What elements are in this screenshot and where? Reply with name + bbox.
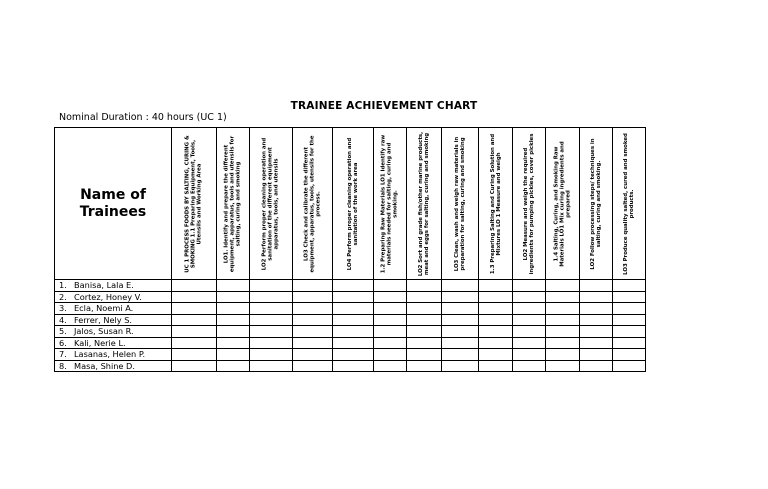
name-header-line2: Trainees bbox=[79, 203, 147, 220]
achievement-cell[interactable] bbox=[580, 337, 613, 349]
trainee-number: 3. bbox=[59, 303, 67, 314]
achievement-cell[interactable] bbox=[250, 291, 293, 303]
achievement-cell[interactable] bbox=[580, 314, 613, 326]
achievement-cell[interactable] bbox=[546, 360, 580, 372]
column-header-text: LO2 Sort and grade fish/other marine products, meat and eggs for salting, curing and smoking bbox=[417, 131, 430, 276]
achievement-cell[interactable] bbox=[250, 314, 293, 326]
achievement-cell[interactable] bbox=[374, 326, 407, 338]
achievement-cell[interactable] bbox=[580, 360, 613, 372]
achievement-cell[interactable] bbox=[546, 349, 580, 361]
achievement-cell[interactable] bbox=[580, 291, 613, 303]
name-of-trainees-header bbox=[55, 128, 172, 280]
achievement-cell[interactable] bbox=[374, 337, 407, 349]
table-row bbox=[55, 314, 646, 326]
trainee-name-cell bbox=[55, 360, 172, 372]
achievement-cell[interactable] bbox=[613, 280, 646, 292]
table-row bbox=[55, 337, 646, 349]
column-header-text: LO1 Identify raw materials needed for salting, curing and smoking. bbox=[380, 134, 400, 265]
achievement-cell[interactable] bbox=[293, 303, 333, 315]
trainee-name-cell bbox=[55, 303, 172, 315]
column-header-1-3-lo2 bbox=[513, 128, 546, 280]
column-header-1-4-lo1 bbox=[546, 128, 580, 280]
achievement-cell[interactable] bbox=[293, 360, 333, 372]
achievement-cell[interactable] bbox=[442, 326, 479, 338]
achievement-cell[interactable] bbox=[546, 326, 580, 338]
achievement-cell[interactable] bbox=[613, 349, 646, 361]
trainee-name-cell bbox=[55, 314, 172, 326]
achievement-cell[interactable] bbox=[333, 291, 374, 303]
achievement-cell[interactable] bbox=[613, 291, 646, 303]
achievement-cell[interactable] bbox=[479, 337, 513, 349]
achievement-cell[interactable] bbox=[172, 337, 217, 349]
achievement-cell[interactable] bbox=[613, 314, 646, 326]
achievement-cell[interactable] bbox=[546, 303, 580, 315]
trainee-number: 6. bbox=[59, 337, 67, 348]
achievement-cell[interactable] bbox=[479, 303, 513, 315]
achievement-cell[interactable] bbox=[172, 349, 217, 361]
achievement-cell[interactable] bbox=[513, 360, 546, 372]
trainee-number: 5. bbox=[59, 326, 67, 337]
achievement-cell[interactable] bbox=[217, 326, 250, 338]
achievement-cell[interactable] bbox=[333, 326, 374, 338]
achievement-cell[interactable] bbox=[293, 349, 333, 361]
trainee-name: Cortez, Honey V. bbox=[74, 291, 142, 302]
achievement-cell[interactable] bbox=[546, 280, 580, 292]
achievement-cell[interactable] bbox=[250, 360, 293, 372]
achievement-cell[interactable] bbox=[407, 349, 442, 361]
column-header-1-1-lo2 bbox=[250, 128, 293, 280]
achievement-cell[interactable] bbox=[513, 337, 546, 349]
achievement-table bbox=[54, 127, 646, 372]
achievement-cell[interactable] bbox=[513, 326, 546, 338]
achievement-cell[interactable] bbox=[172, 314, 217, 326]
column-header-text: LO1 Mix curing ingredients and prepared bbox=[559, 140, 572, 236]
achievement-cell[interactable] bbox=[293, 314, 333, 326]
achievement-cell[interactable] bbox=[172, 326, 217, 338]
achievement-cell[interactable] bbox=[374, 360, 407, 372]
achievement-cell[interactable] bbox=[613, 360, 646, 372]
achievement-cell[interactable] bbox=[293, 337, 333, 349]
achievement-cell[interactable] bbox=[374, 291, 407, 303]
trainee-name-cell bbox=[55, 337, 172, 349]
achievement-cell[interactable] bbox=[513, 291, 546, 303]
column-header-text: LO3 Check and calibrate the different equipment, apparatus, tools, utensils for the process. bbox=[303, 134, 322, 273]
achievement-cell[interactable] bbox=[442, 280, 479, 292]
column-header-bold: UC 1 PROCESS FOODS BY SALTING, CURING & SMOKING 1.1 Preparing Equipment, Tools, Utensils and Working Area bbox=[184, 134, 204, 273]
achievement-cell[interactable] bbox=[217, 303, 250, 315]
achievement-cell[interactable] bbox=[580, 303, 613, 315]
trainee-name: Ecla, Noemi A. bbox=[74, 303, 134, 314]
achievement-cell[interactable] bbox=[293, 326, 333, 338]
chart-title: TRAINEE ACHIEVEMENT CHART bbox=[290, 100, 478, 112]
table-row bbox=[55, 291, 646, 303]
achievement-cell[interactable] bbox=[333, 337, 374, 349]
achievement-cell[interactable] bbox=[546, 337, 580, 349]
trainee-name: Lasanas, Helen P. bbox=[74, 349, 146, 360]
achievement-cell[interactable] bbox=[580, 326, 613, 338]
achievement-cell[interactable] bbox=[217, 280, 250, 292]
achievement-cell[interactable] bbox=[442, 337, 479, 349]
trainee-number: 1. bbox=[59, 280, 67, 291]
column-header-1-3-lo1 bbox=[479, 128, 513, 280]
trainee-name-cell bbox=[55, 291, 172, 303]
achievement-cell[interactable] bbox=[479, 280, 513, 292]
column-header-text: LO1. Identify and prepare the different equipment, apparatus, tools and utensils for salting, curing and smoking bbox=[223, 135, 243, 272]
achievement-cell[interactable] bbox=[374, 349, 407, 361]
achievement-cell[interactable] bbox=[442, 303, 479, 315]
achievement-cell[interactable] bbox=[442, 291, 479, 303]
table-row bbox=[55, 360, 646, 372]
achievement-cell[interactable] bbox=[442, 314, 479, 326]
trainee-name-cell bbox=[55, 349, 172, 361]
column-header-text: LO3 Produce quality salted, cured and smoked products. bbox=[622, 132, 635, 275]
column-header-1-4-lo2 bbox=[580, 128, 613, 280]
column-header-1-1-lo1 bbox=[217, 128, 250, 280]
achievement-cell[interactable] bbox=[217, 349, 250, 361]
achievement-cell[interactable] bbox=[613, 303, 646, 315]
trainee-name-cell bbox=[55, 326, 172, 338]
column-header-1-1-lo4 bbox=[333, 128, 374, 280]
table-row bbox=[55, 326, 646, 338]
achievement-cell[interactable] bbox=[580, 280, 613, 292]
achievement-cell[interactable] bbox=[217, 360, 250, 372]
column-header-bold: 1.3 Preparing Salting and Curing Solution and Mixtures LO 1 Measure and weigh bbox=[489, 133, 502, 274]
table-row bbox=[55, 303, 646, 315]
achievement-cell[interactable] bbox=[442, 349, 479, 361]
column-header-text: LO2 Follow processing steps/ techniques in salting, curing and smoking. bbox=[589, 137, 602, 270]
column-header-1-2-lo3 bbox=[442, 128, 479, 280]
column-header-text: LO2 Perform proper cleaning operation and sanitation of the different equipment apparatus, tools, and utensils bbox=[261, 137, 281, 270]
achievement-cell[interactable] bbox=[513, 280, 546, 292]
column-header-text: LO3 Clean, wash and weigh raw materials in preparation for salting, curing and smoking bbox=[453, 136, 466, 271]
achievement-cell[interactable] bbox=[442, 360, 479, 372]
trainee-number: 2. bbox=[59, 291, 67, 302]
header-row bbox=[55, 128, 646, 280]
trainee-name: Ferrer, Nely S. bbox=[74, 314, 132, 325]
achievement-cell[interactable] bbox=[407, 314, 442, 326]
trainee-name: Jalos, Susan R. bbox=[74, 326, 134, 337]
column-header-1-1-lo3 bbox=[293, 128, 333, 280]
achievement-cell[interactable] bbox=[293, 291, 333, 303]
achievement-cell[interactable] bbox=[613, 326, 646, 338]
achievement-cell[interactable] bbox=[479, 291, 513, 303]
achievement-cell[interactable] bbox=[333, 349, 374, 361]
column-header-text: LO2 Measure and weigh the required ingredients for pumping pickles, cover pickles bbox=[522, 133, 535, 274]
achievement-cell[interactable] bbox=[479, 314, 513, 326]
column-header-1-4-lo3 bbox=[613, 128, 646, 280]
trainee-name: Banisa, Lala E. bbox=[74, 280, 134, 291]
achievement-cell[interactable] bbox=[407, 360, 442, 372]
achievement-cell[interactable] bbox=[293, 280, 333, 292]
achievement-cell[interactable] bbox=[374, 303, 407, 315]
column-header-bold: 1.4 Salting, Curing, and Smoking Raw Materials bbox=[553, 146, 566, 267]
trainee-number: 8. bbox=[59, 360, 67, 371]
achievement-cell[interactable] bbox=[407, 291, 442, 303]
achievement-cell[interactable] bbox=[217, 337, 250, 349]
table-row bbox=[55, 280, 646, 292]
column-header-bold: 1.2 Preparing Raw Materials bbox=[380, 186, 387, 273]
achievement-cell[interactable] bbox=[546, 314, 580, 326]
achievement-cell[interactable] bbox=[479, 349, 513, 361]
column-header-1-2-lo2 bbox=[407, 128, 442, 280]
achievement-cell[interactable] bbox=[172, 291, 217, 303]
column-header-uc1 bbox=[172, 128, 217, 280]
table-row bbox=[55, 349, 646, 361]
achievement-cell[interactable] bbox=[217, 314, 250, 326]
column-header-1-2-lo1 bbox=[374, 128, 407, 280]
achievement-cell[interactable] bbox=[250, 280, 293, 292]
achievement-cell[interactable] bbox=[374, 314, 407, 326]
achievement-cell[interactable] bbox=[580, 349, 613, 361]
name-header-line1: Name of bbox=[80, 186, 146, 203]
achievement-cell[interactable] bbox=[172, 360, 217, 372]
trainee-number: 7. bbox=[59, 349, 67, 360]
achievement-cell[interactable] bbox=[374, 280, 407, 292]
achievement-cell[interactable] bbox=[546, 291, 580, 303]
achievement-cell[interactable] bbox=[172, 280, 217, 292]
achievement-cell[interactable] bbox=[407, 303, 442, 315]
column-header-text: LO4 Perform proper cleaning operation and sanitation of the work area bbox=[346, 137, 359, 270]
achievement-cell[interactable] bbox=[407, 280, 442, 292]
achievement-cell[interactable] bbox=[333, 314, 374, 326]
trainee-name: Kali, Nerie L. bbox=[74, 337, 126, 348]
trainee-number: 4. bbox=[59, 314, 67, 325]
achievement-cell[interactable] bbox=[250, 303, 293, 315]
achievement-cell[interactable] bbox=[250, 349, 293, 361]
trainee-name: Masa, Shine D. bbox=[74, 360, 135, 371]
achievement-cell[interactable] bbox=[613, 337, 646, 349]
achievement-cell[interactable] bbox=[407, 337, 442, 349]
achievement-cell[interactable] bbox=[479, 326, 513, 338]
achievement-cell[interactable] bbox=[333, 303, 374, 315]
achievement-cell[interactable] bbox=[250, 326, 293, 338]
achievement-cell[interactable] bbox=[333, 280, 374, 292]
achievement-cell[interactable] bbox=[513, 303, 546, 315]
achievement-cell[interactable] bbox=[479, 360, 513, 372]
achievement-cell[interactable] bbox=[513, 349, 546, 361]
achievement-cell[interactable] bbox=[250, 337, 293, 349]
achievement-cell[interactable] bbox=[172, 303, 217, 315]
trainee-rows bbox=[55, 280, 646, 372]
achievement-cell[interactable] bbox=[513, 314, 546, 326]
achievement-cell[interactable] bbox=[407, 326, 442, 338]
nominal-duration: Nominal Duration : 40 hours (UC 1) bbox=[59, 112, 227, 123]
achievement-cell[interactable] bbox=[217, 291, 250, 303]
achievement-cell[interactable] bbox=[333, 360, 374, 372]
trainee-name-cell bbox=[55, 280, 172, 292]
